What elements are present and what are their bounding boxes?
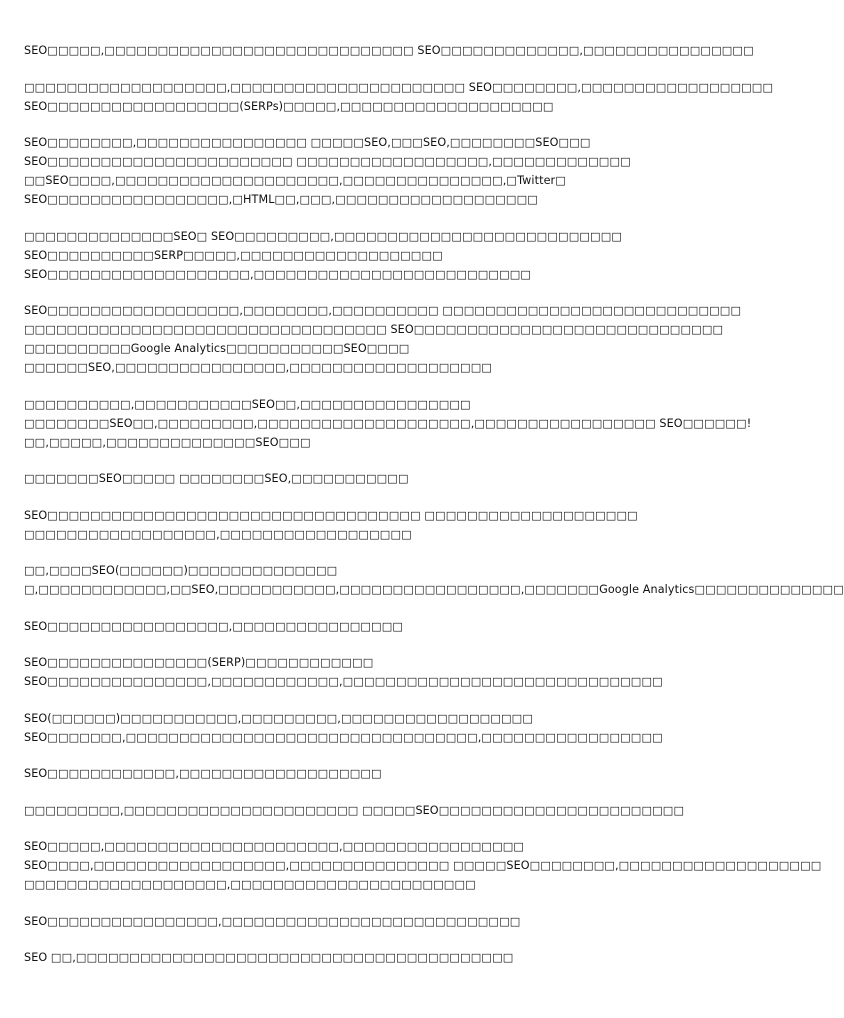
text-line: SEO□□□□□□□□□□□□□□□□□□(SERPs)□□□□□,□□□□□□□□□□□□□□□□□□□□ xyxy=(24,99,554,113)
text-line: SEO□□□□□□□□□□□□,□□□□□□□□□□□□□□□□□□□ xyxy=(24,767,382,780)
paragraph xyxy=(24,227,714,284)
text-line: □□□□□□□□□□□□□□□□□□□,□□□□□□□□□□□□□□□□□□□□□□ SEO□□□□□□□□,□□□□□□□□□□□□□□□□□□ xyxy=(24,80,774,94)
paragraph xyxy=(24,764,714,783)
text-line: SEO□□□□□□□□□□□□□□□□□,□HTML□□,□□□,□□□□□□□□□□□□□□□□□□□ xyxy=(24,193,538,206)
text-line: □□□□□□□□□□□□□□□□□□□,□□□□□□□□□□□□□□□□□□□□□□□ xyxy=(24,878,476,891)
text-line: □□,□□□□SEO(□□□□□□)□□□□□□□□□□□□□□ xyxy=(24,564,338,577)
paragraph xyxy=(24,506,714,544)
text-line: SEO(□□□□□□)□□□□□□□□□□□,□□□□□□□□□,□□□□□□□□□□□□□□□□□□ xyxy=(24,711,534,725)
text-line: SEO□□□□□□□□□□□□□□□,□□□□□□□□□□□□,□□□□□□□□□□□□□□□□□□□□□□□□□□□□□□ xyxy=(24,675,663,688)
text-line: □□□□□□□□□□□□□□□□□□,□□□□□□□□□□□□□□□□□□ xyxy=(24,527,412,541)
text-line: SEO□□□□□,□□□□□□□□□□□□□□□□□□□□□□,□□□□□□□□□□□□□□□□□ xyxy=(24,840,525,853)
text-line: □□□□□□□□□□,□□□□□□□□□□□SEO□□,□□□□□□□□□□□□□□□□ xyxy=(24,397,471,411)
paragraph xyxy=(24,653,714,691)
text-line: □,□□□□□□□□□□□□,□□SEO,□□□□□□□□□□□,□□□□□□□□□□□□□□□□□,□□□□□□□Google Analytics□□□□□□□□□□□□□□ xyxy=(24,583,844,596)
text-line: SEO□□□□,□□□□□□□□□□□□□□□□□□,□□□□□□□□□□□□□□□ □□□□□SEO□□□□□□□□,□□□□□□□□□□□□□□□□□□□ xyxy=(24,859,822,872)
paragraph xyxy=(24,561,844,599)
paragraph xyxy=(24,41,754,60)
text-line: SEO □□,□□□□□□□□□□□□□□□□□□□□□□□□□□□□□□□□□□□□□□□□□ xyxy=(24,951,514,964)
text-line: □□□□□□□SEO□□□□□ □□□□□□□□SEO,□□□□□□□□□□□ xyxy=(24,472,409,485)
text-line: □□□□□□□□□,□□□□□□□□□□□□□□□□□□□□□□ □□□□□SEO□□□□□□□□□□□□□□□□□□□□□□□ xyxy=(24,803,685,817)
text-line: SEO□□□□□□□□□□□□□□□□,□□□□□□□□□□□□□□□□□□□□□□□□□□□□ xyxy=(24,914,521,928)
text-line: SEO□□□□□□□□□□□□□□□□□□,□□□□□□□□,□□□□□□□□□□ □□□□□□□□□□□□□□□□□□□□□□□□□□□□ xyxy=(24,304,742,317)
paragraph xyxy=(24,912,714,931)
paragraph xyxy=(24,301,742,377)
text-line: SEO□□□□□□□□□□□□□□□□□□□,□□□□□□□□□□□□□□□□□□□□□□□□□□ xyxy=(24,267,532,281)
text-line: □□□□□□□□SEO□□,□□□□□□□□□,□□□□□□□□□□□□□□□□□□□□,□□□□□□□□□□□□□□□□□ SEO□□□□□□! xyxy=(24,416,752,430)
text-line: SEO□□□□□□□□□□□□□□□□□□□□□□□□□□□□□□□□□□□ □□□□□□□□□□□□□□□□□□□□ xyxy=(24,508,638,522)
paragraph xyxy=(24,133,714,209)
text-line: SEO□□□□□□□□□□□□□□□□□□□□□□□ □□□□□□□□□□□□□□□□□□,□□□□□□□□□□□□□ xyxy=(24,155,631,168)
paragraph xyxy=(24,469,714,488)
text-line: □□□□□□□□□□□□□□SEO□ SEO□□□□□□□□□,□□□□□□□□□□□□□□□□□□□□□□□□□□□ xyxy=(24,229,623,243)
text-line: □□□□□□□□□□□□□□□□□□□□□□□□□□□□□□□□□□ SEO□□□□□□□□□□□□□□□□□□□□□□□□□□□□□ xyxy=(24,323,724,336)
text-line: SEO□□□□□,□□□□□□□□□□□□□□□□□□□□□□□□□□□□□ SEO□□□□□□□□□□□□□,□□□□□□□□□□□□□□□□ xyxy=(24,44,754,57)
paragraph xyxy=(24,801,714,820)
paragraph xyxy=(24,617,714,636)
document-body xyxy=(24,41,844,985)
paragraph xyxy=(24,837,822,894)
text-line: SEO□□□□□□□□□□□□□□□□□,□□□□□□□□□□□□□□□□ xyxy=(24,619,404,633)
paragraph xyxy=(24,395,752,452)
text-line: □□□□□□SEO,□□□□□□□□□□□□□□□□,□□□□□□□□□□□□□□□□□□□ xyxy=(24,361,493,374)
text-line: □□SEO□□□□,□□□□□□□□□□□□□□□□□□□□□,□□□□□□□□□□□□□□□,□Twitter□ xyxy=(24,174,566,187)
paragraph xyxy=(24,78,774,116)
text-line: SEO□□□□□□□□□□□□□□□(SERP)□□□□□□□□□□□□ xyxy=(24,656,374,669)
paragraph xyxy=(24,948,714,967)
text-line: □□,□□□□□,□□□□□□□□□□□□□□SEO□□□ xyxy=(24,435,311,449)
text-line: SEO□□□□□□□□□□SERP□□□□□,□□□□□□□□□□□□□□□□□□□ xyxy=(24,248,443,262)
text-line: □□□□□□□□□□Google Analytics□□□□□□□□□□□SEO□□□□ xyxy=(24,342,410,355)
paragraph xyxy=(24,709,714,747)
text-line: SEO□□□□□□□,□□□□□□□□□□□□□□□□□□□□□□□□□□□□□□□□□,□□□□□□□□□□□□□□□□□ xyxy=(24,730,663,744)
text-line: SEO□□□□□□□□,□□□□□□□□□□□□□□□□ □□□□□SEO,□□□SEO,□□□□□□□□SEO□□□ xyxy=(24,136,591,149)
